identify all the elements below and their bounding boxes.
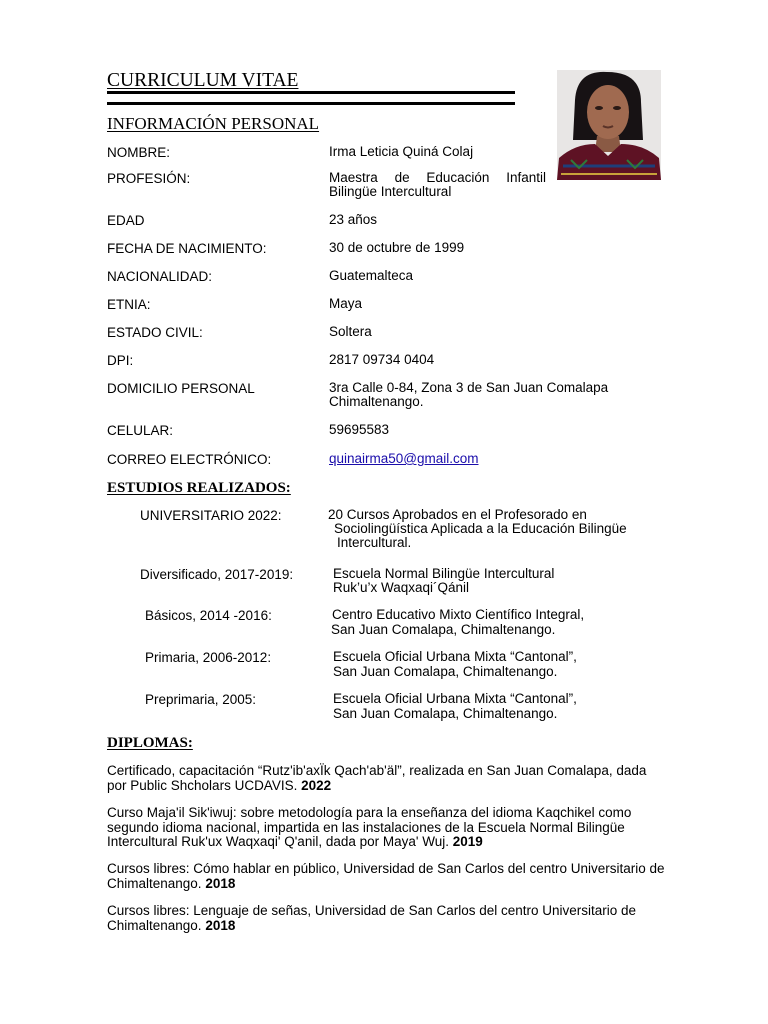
study-label-preprimaria: Preprimaria, 2005: xyxy=(145,692,257,707)
address-value-line1: 3ra Calle 0-84, Zona 3 de San Juan Comalapa xyxy=(329,380,609,395)
email-label: CORREO ELECTRÓNICO: xyxy=(107,452,272,467)
email-link[interactable]: quinairma50@gmail.com xyxy=(329,451,479,466)
title-rule-bottom xyxy=(107,102,515,105)
study-basicos-line2: San Juan Comalapa, Chimaltenango. xyxy=(331,622,556,637)
study-label-university: UNIVERSITARIO 2022: xyxy=(140,508,282,523)
study-diversificado-line1: Escuela Normal Bilingüe Intercultural xyxy=(333,566,555,581)
profession-value-line1: Maestra de Educación Infantil xyxy=(329,170,546,185)
birthdate-label: FECHA DE NACIMIENTO: xyxy=(107,241,267,256)
civil-status-label: ESTADO CIVIL: xyxy=(107,325,203,340)
civil-status-value: Soltera xyxy=(329,324,372,339)
age-label: EDAD xyxy=(107,213,145,228)
profile-photo xyxy=(557,70,661,180)
title-rule-top xyxy=(107,91,515,94)
diploma-text: Curso Maja'il Sik'iwuj: sobre metodología para la enseñanza del idioma Kaqchikel como segundo idioma nacional, impartida en las instalaciones de la Escuela Normal Bilingüe Intercultural Ruk'ux Waqxaqi' Q'anil, dada por Maya' Wuj. xyxy=(107,805,632,849)
ethnicity-value: Maya xyxy=(329,296,363,311)
diploma-text: Cursos libres: Lenguaje de señas, Universidad de San Carlos del centro Universitario de Chimaltenango. xyxy=(107,903,637,933)
dpi-label: DPI: xyxy=(107,353,134,368)
diploma-item xyxy=(107,862,667,891)
study-diversificado-line2: Ruk’u’x Waqxaqi´Qánil xyxy=(333,580,470,595)
diplomas-heading: DIPLOMAS: xyxy=(107,735,193,751)
nationality-value: Guatemalteca xyxy=(329,268,414,283)
study-basicos-line1: Centro Educativo Mixto Científico Integral, xyxy=(332,607,585,622)
ethnicity-label: ETNIA: xyxy=(107,297,151,312)
study-primaria-line1: Escuela Oficial Urbana Mixta “Cantonal”, xyxy=(333,649,577,664)
phone-value: 59695583 xyxy=(329,422,390,437)
studies-heading: ESTUDIOS REALIZADOS: xyxy=(107,480,291,496)
name-label: NOMBRE: xyxy=(107,145,171,160)
diploma-year: 2019 xyxy=(452,834,483,849)
study-label-diversificado: Diversificado, 2017-2019: xyxy=(140,567,294,582)
study-label-basicos: Básicos, 2014 -2016: xyxy=(145,608,272,623)
diploma-item xyxy=(107,806,667,850)
personal-info-heading: INFORMACIÓN PERSONAL xyxy=(107,114,320,133)
study-university-line3: Intercultural. xyxy=(337,535,412,550)
cv-title: CURRICULUM VITAE xyxy=(107,70,299,91)
diploma-text: Cursos libres: Cómo hablar en público, Universidad de San Carlos del centro Universitario de Chimaltenango. xyxy=(107,861,665,891)
profession-value-line2: Bilingüe Intercultural xyxy=(329,184,452,199)
birthdate-value: 30 de octubre de 1999 xyxy=(329,240,465,255)
dpi-value: 2817 09734 0404 xyxy=(329,352,435,367)
name-value: Irma Leticia Quiná Colaj xyxy=(329,144,474,159)
study-primaria-line2: San Juan Comalapa, Chimaltenango. xyxy=(333,664,558,679)
diploma-item xyxy=(107,764,667,793)
diploma-year: 2022 xyxy=(301,777,332,793)
diploma-item xyxy=(107,904,667,933)
profession-label: PROFESIÓN: xyxy=(107,171,191,186)
address-value-line2: Chimaltenango. xyxy=(329,394,424,409)
study-preprimaria-line1: Escuela Oficial Urbana Mixta “Cantonal”, xyxy=(333,691,577,706)
age-value: 23 años xyxy=(329,212,378,227)
diploma-text: Certificado, capacitación “Rutz'ib'axÏk Qach'ab'äl”, realizada en San Juan Comalapa, dada por Public Shcholars UCDAVIS. xyxy=(107,763,647,793)
phone-label: CELULAR: xyxy=(107,423,174,438)
nationality-label: NACIONALIDAD: xyxy=(107,269,213,284)
address-label: DOMICILIO PERSONAL xyxy=(107,381,255,396)
study-university-line2: Sociolingüística Aplicada a la Educación Bilingüe xyxy=(334,521,627,536)
study-label-primaria: Primaria, 2006-2012: xyxy=(145,650,272,665)
study-university-line1: 20 Cursos Aprobados en el Profesorado en xyxy=(328,507,587,522)
study-preprimaria-line2: San Juan Comalapa, Chimaltenango. xyxy=(333,706,558,721)
diploma-year: 2018 xyxy=(205,917,236,933)
diploma-year: 2018 xyxy=(205,875,236,891)
